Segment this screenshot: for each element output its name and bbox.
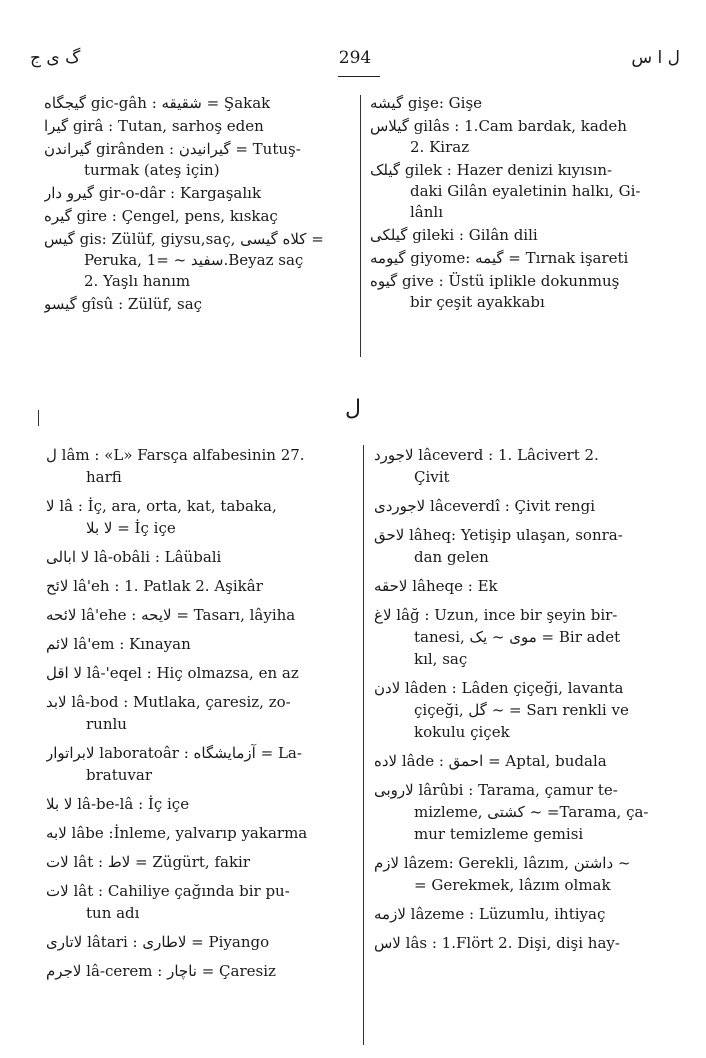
dictionary-entry (46, 662, 358, 684)
dictionary-entry (44, 116, 354, 137)
entry-headline: گیس gis: Zülüf, giysu,saç, کلاه گیسی = (44, 230, 324, 248)
entry-continuation: lânlı (410, 203, 443, 221)
header-left-letters: گ ی ج (30, 48, 81, 68)
dictionary-entry (44, 294, 354, 315)
dictionary-entry (374, 779, 686, 845)
dictionary-entry (370, 116, 680, 158)
section-letter: ل (345, 396, 361, 421)
entry-continuation: mizleme, کشتی ~ =Tarama, ça- (414, 803, 649, 821)
dictionary-entry (44, 183, 354, 204)
entry-continuation: tanesi, موی ~ یک = Bir adet (414, 628, 621, 646)
entry-headline: لاحقه lâheqe : Ek (374, 577, 498, 595)
dictionary-entry (46, 851, 358, 873)
entry-headline: لات lât : Cahiliye çağında bir pu- (46, 882, 290, 900)
top-left-column (44, 93, 354, 317)
column-divider-top (360, 95, 361, 357)
entry-continuation: bratuvar (86, 766, 152, 784)
entry-headline: لاجورد lâceverd : 1. Lâcivert 2. (374, 446, 599, 464)
entry-continuation: kıl, saç (414, 650, 468, 668)
entry-headline: لا بلا lâ-be-lâ : İç içe (46, 795, 190, 813)
dictionary-entry (370, 248, 680, 269)
entry-headline: گیراندن girânden : گیرانیدن = Tutuş- (44, 140, 301, 158)
entry-headline: لابه lâbe :İnleme, yalvarıp yakarma (46, 824, 308, 842)
bottom-left-column (46, 444, 358, 989)
entry-headline: لاحق lâheq: Yetişip ulaşan, sonra- (374, 526, 623, 544)
dictionary-entry (46, 495, 358, 539)
entry-headline: گیشه gişe: Gişe (370, 94, 483, 112)
dictionary-entry (374, 444, 686, 488)
entry-headline: لازم lâzem: Gerekli, lâzım, داشتن ~ (374, 854, 631, 872)
entry-headline: گیسو gîsû : Zülüf, saç (44, 295, 203, 313)
entry-headline: لاغ lâğ : Uzun, ince bir şeyin bir- (374, 606, 618, 624)
entry-continuation: mur temizleme gemisi (414, 825, 584, 843)
entry-continuation: Peruka, سفید ~ =1.Beyaz saç (84, 251, 304, 269)
top-right-column (370, 93, 680, 315)
entry-continuation: Çivit (414, 468, 450, 486)
dictionary-entry (46, 633, 358, 655)
entry-headline: گیلک gilek : Hazer denizi kıyısın- (370, 161, 613, 179)
dictionary-entry (370, 271, 680, 313)
dictionary-entry (374, 932, 686, 954)
entry-continuation: tun adı (86, 904, 140, 922)
entry-headline: گیوه give : Üstü iplikle dokunmuş (370, 272, 620, 290)
entry-headline: لاروبی lârûbi : Tarama, çamur te- (374, 781, 618, 799)
entry-headline: گیلاس gilâs : 1.Cam bardak, kadeh (370, 117, 627, 135)
entry-continuation: daki Gilân eyaletinin halkı, Gi- (410, 182, 641, 200)
entry-continuation: = Gerekmek, lâzım olmak (414, 876, 611, 894)
entry-continuation: harfi (86, 468, 122, 486)
dictionary-entry (46, 604, 358, 626)
entry-continuation: kokulu çiçek (414, 723, 510, 741)
entry-continuation: runlu (86, 715, 127, 733)
entry-headline: لا lâ : İç, ara, orta, kat, tabaka, (46, 497, 277, 515)
entry-continuation: çiçeği, گل ~ = Sarı renkli ve (414, 701, 629, 719)
entry-headline: لاجرم lâ-cerem : ناچار = Çaresiz (46, 962, 276, 980)
dictionary-entry (374, 495, 686, 517)
entry-headline: ل lâm : «L» Farsça alfabesinin 27. (46, 446, 305, 464)
entry-headline: لاده lâde : احمق = Aptal, budala (374, 752, 607, 770)
dictionary-entry (46, 880, 358, 924)
dictionary-entry (370, 225, 680, 246)
entry-headline: لا اقل lâ-'eqel : Hiç olmazsa, en az (46, 664, 299, 682)
entry-continuation: لا بلا = İç içe (86, 519, 176, 537)
dictionary-entry (374, 575, 686, 597)
entry-continuation: bir çeşit ayakkabı (410, 293, 545, 311)
dictionary-entry (44, 93, 354, 114)
dictionary-entry (44, 139, 354, 181)
dictionary-entry (46, 822, 358, 844)
entry-headline: گیرو دار gir-o-dâr : Kargaşalık (44, 184, 262, 202)
dictionary-entry (46, 931, 358, 953)
entry-continuation: 2. Kiraz (410, 138, 470, 156)
entry-headline: لاتاری lâtari : لاطاری = Piyango (46, 933, 270, 951)
dictionary-entry (46, 793, 358, 815)
entry-headline: گیرا girâ : Tutan, sarhoş eden (44, 117, 264, 135)
entry-headline: گیجگاه gic-gâh : شقیقه = Şakak (44, 94, 271, 112)
dictionary-entry (374, 903, 686, 925)
entry-headline: لاس lâs : 1.Flört 2. Dişi, dişi hay- (374, 934, 620, 952)
header-right-letters: ل ا س (631, 48, 680, 68)
entry-headline: لاجوردی lâceverdî : Çivit rengi (374, 497, 595, 515)
dictionary-entry (374, 604, 686, 670)
bottom-right-column (374, 444, 686, 961)
dictionary-entry (370, 93, 680, 114)
entry-headline: لائح lâ'eh : 1. Patlak 2. Aşikâr (46, 577, 263, 595)
dictionary-entry (44, 229, 354, 292)
page-header (30, 44, 680, 74)
dictionary-entry (374, 524, 686, 568)
page-number: 294 (338, 48, 372, 68)
entry-headline: لائحه lâ'ehe : لایحه = Tasarı, lâyiha (46, 606, 296, 624)
entry-headline: لائم lâ'em : Kınayan (46, 635, 191, 653)
column-divider-bottom (363, 445, 364, 1045)
dictionary-entry (46, 444, 358, 488)
entry-headline: گیومه giyome: گیمه = Tırnak işareti (370, 249, 629, 267)
entry-continuation: turmak (ateş için) (84, 161, 220, 179)
entry-headline: لازمه lâzeme : Lüzumlu, ihtiyaç (374, 905, 606, 923)
dictionary-entry (374, 677, 686, 743)
dictionary-entry (370, 160, 680, 223)
dictionary-entry (46, 742, 358, 786)
dictionary-entry (46, 575, 358, 597)
entry-headline: لات lât : لاط = Zügürt, fakir (46, 853, 251, 871)
dictionary-entry (374, 852, 686, 896)
entry-headline: لادن lâden : Lâden çiçeği, lavanta (374, 679, 624, 697)
page-number-underline (338, 76, 380, 77)
entry-continuation: 2. Yaşlı hanım (84, 272, 191, 290)
entry-headline: گیلکی gileki : Gilân dili (370, 226, 538, 244)
dictionary-entry (46, 691, 358, 735)
entry-headline: لابد lâ-bod : Mutlaka, çaresiz, zo- (46, 693, 291, 711)
entry-headline: گیره gire : Çengel, pens, kıskaç (44, 207, 278, 225)
dictionary-entry (374, 750, 686, 772)
entry-headline: لا ابالی lâ-obâli : Lâübali (46, 548, 222, 566)
entry-headline: لابراتوار laboratoâr : آزمایشگاه = La- (46, 744, 302, 762)
dictionary-entry (44, 206, 354, 227)
dictionary-entry (46, 960, 358, 982)
entry-continuation: dan gelen (414, 548, 489, 566)
dictionary-entry (46, 546, 358, 568)
